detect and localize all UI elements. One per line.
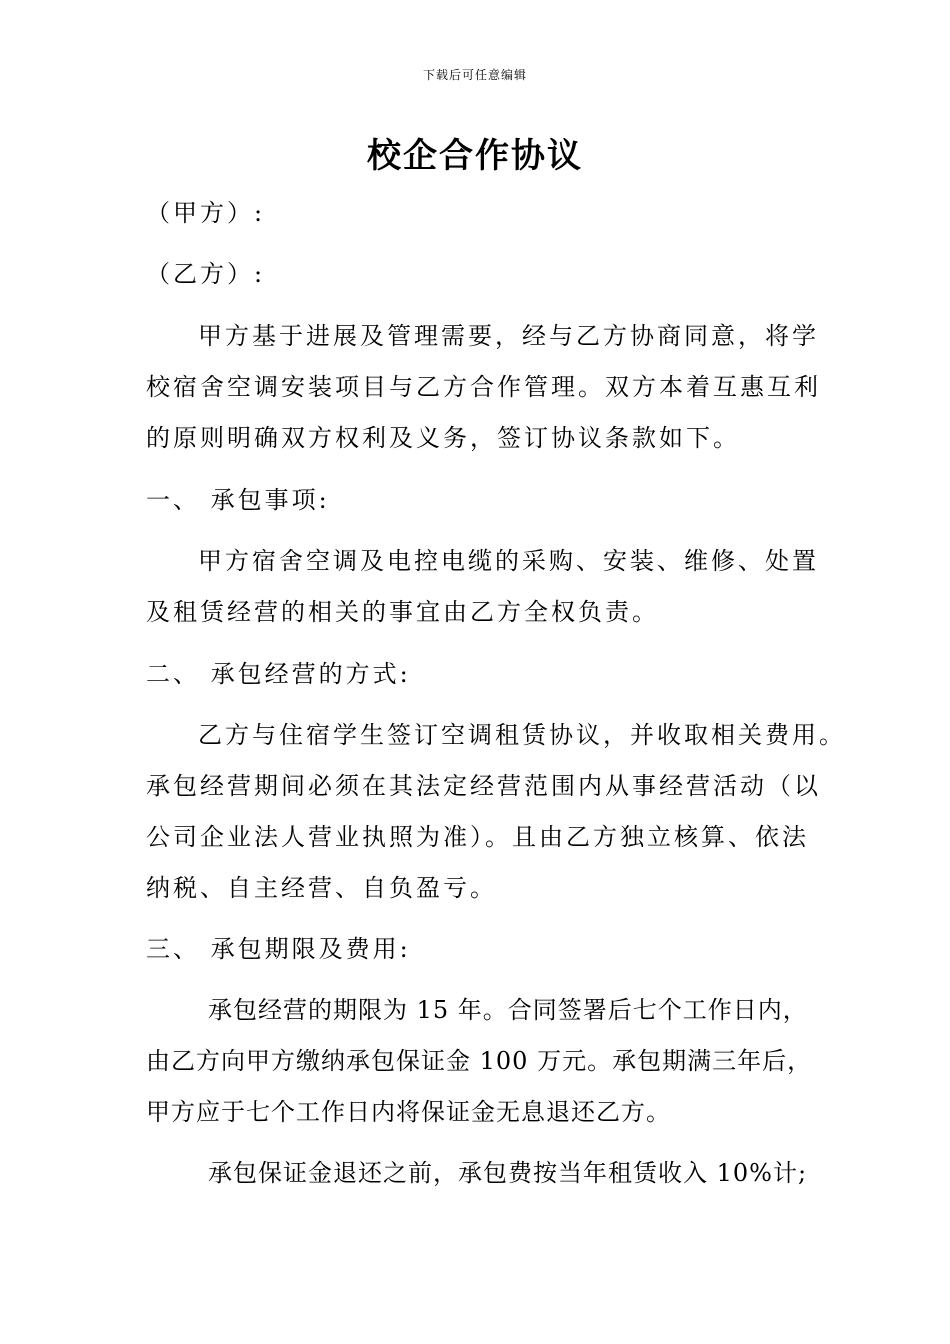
intro-line: 校宿舍空调安装项目与乙方合作管理。双方本着互惠互利: [146, 373, 821, 401]
header-note: 下载后可任意编辑: [422, 68, 527, 82]
section-paragraph-line: 甲方应于七个工作日内将保证金无息退还乙方。: [146, 1098, 671, 1126]
section-paragraph-line: 纳税、自主经营、自负盈亏。: [146, 874, 497, 902]
section-paragraph-line: 由乙方向甲方缴纳承包保证金 100 万元。承包期满三年后，: [146, 1047, 813, 1075]
section-paragraph-line: 及租赁经营的相关的事宜由乙方全权负责。: [146, 598, 659, 626]
section-paragraph-line: 公司企业法人营业执照为准）。且由乙方独立核算、依法: [146, 823, 809, 851]
intro-line: 甲方基于进展及管理需要，经与乙方协商同意，将学: [198, 322, 819, 350]
section-paragraph-line: 承包经营期间必须在其法定经营范围内从事经营活动（以: [146, 772, 821, 800]
section-paragraph-line: 乙方与住宿学生签订空调租赁协议，并收取相关费用。: [198, 721, 846, 749]
party-b-label: （乙方）:: [146, 260, 266, 288]
section-heading: 一、 承包事项:: [146, 486, 330, 514]
section-paragraph-line: 承包经营的期限为 15 年。合同签署后七个工作日内，: [208, 996, 808, 1024]
section-paragraph-line: 承包保证金退还之前，承包费按当年租赁收入 10%计;: [208, 1159, 808, 1187]
section-paragraph-line: 甲方宿舍空调及电控电缆的采购、安装、维修、处置: [198, 547, 819, 575]
party-a-label: （甲方）:: [146, 199, 266, 227]
section-heading: 二、 承包经营的方式:: [146, 660, 411, 688]
section-heading: 三、 承包期限及费用:: [146, 935, 411, 963]
intro-line: 的原则明确双方权利及义务，签订协议条款如下。: [146, 424, 740, 452]
document-title: 校企合作协议: [367, 136, 583, 176]
